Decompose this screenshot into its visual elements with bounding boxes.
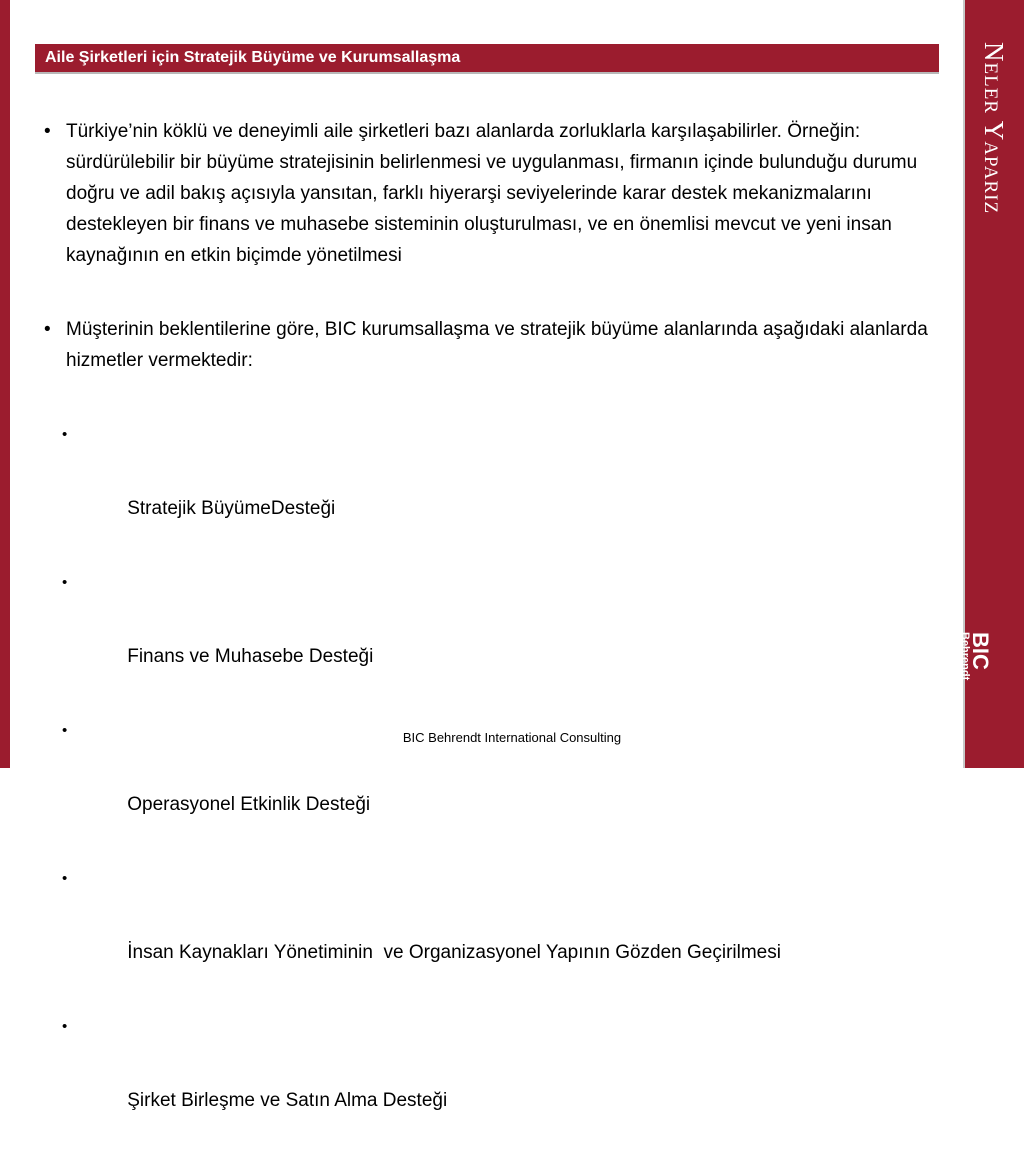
logo-subtitle: International Consulting [949, 632, 960, 738]
service-label: Finans ve Muhasebe Desteği [127, 646, 374, 667]
service-list-item [42, 860, 932, 1008]
footer-text: BIC Behrendt International Consulting [402, 730, 622, 745]
bullet-text: Müşterinin beklentilerine göre, BIC kurumsallaşma ve stratejik büyüme alanlarında aşağıdaki alanlarda hizmetler vermektedir: [66, 319, 928, 371]
service-list-item [42, 416, 932, 564]
bullet-dot: • [44, 121, 51, 142]
bullet-dot: • [62, 722, 68, 739]
header-bar [35, 44, 939, 74]
page-title: Aile Şirketleri için Stratejik Büyüme ve Kurumsallaşma [45, 49, 461, 66]
logo-name: Behrendt [959, 632, 971, 681]
bullet-text: Türkiye’nin köklü ve deneyimli aile şirketleri bazı alanlarda zorluklarla karşılaşabilirler. Örneğin: sürdürülebilir bir büyüme stratejisinin belirlenmesi ve uygulanması, firmanın içinde bulunduğu durumu doğru ve adil bakış açısıyla yansıtan, farklı hiyerarşi seviyelerinde karar destek mekanizmalarını destekleyen bir finans ve muhasebe sisteminin oluşturulması, ve en önemlisi mevcut ve yeni insan kaynağının en etkin biçimde yönetilmesi [66, 121, 918, 266]
service-label: Şirket Birleşme ve Satın Alma Desteği [127, 1090, 448, 1111]
service-label: Operasyonel Etkinlik Desteği [127, 794, 371, 815]
bullet-dot: • [44, 319, 51, 340]
bullet-item [42, 314, 932, 376]
service-label: İnsan Kaynakları Yönetiminin ve Organizasyonel Yapının Gözden Geçirilmesi [127, 942, 781, 963]
logo-brand: BIC [968, 632, 993, 670]
side-title-text: Neler Yaparız [979, 42, 1009, 215]
left-accent-border [0, 0, 10, 768]
service-list-item [42, 1008, 932, 1156]
bullet-dot: • [62, 426, 68, 443]
bullet-dot: • [62, 574, 68, 591]
side-title [963, 30, 1024, 280]
service-label: Stratejik BüyümeDesteği [127, 498, 336, 519]
bullet-dot: • [62, 1018, 68, 1035]
service-list [42, 416, 932, 1156]
service-list-item [42, 564, 932, 712]
bullet-item [42, 116, 932, 271]
bullet-dot: • [62, 870, 68, 887]
slide-content [42, 116, 932, 1156]
